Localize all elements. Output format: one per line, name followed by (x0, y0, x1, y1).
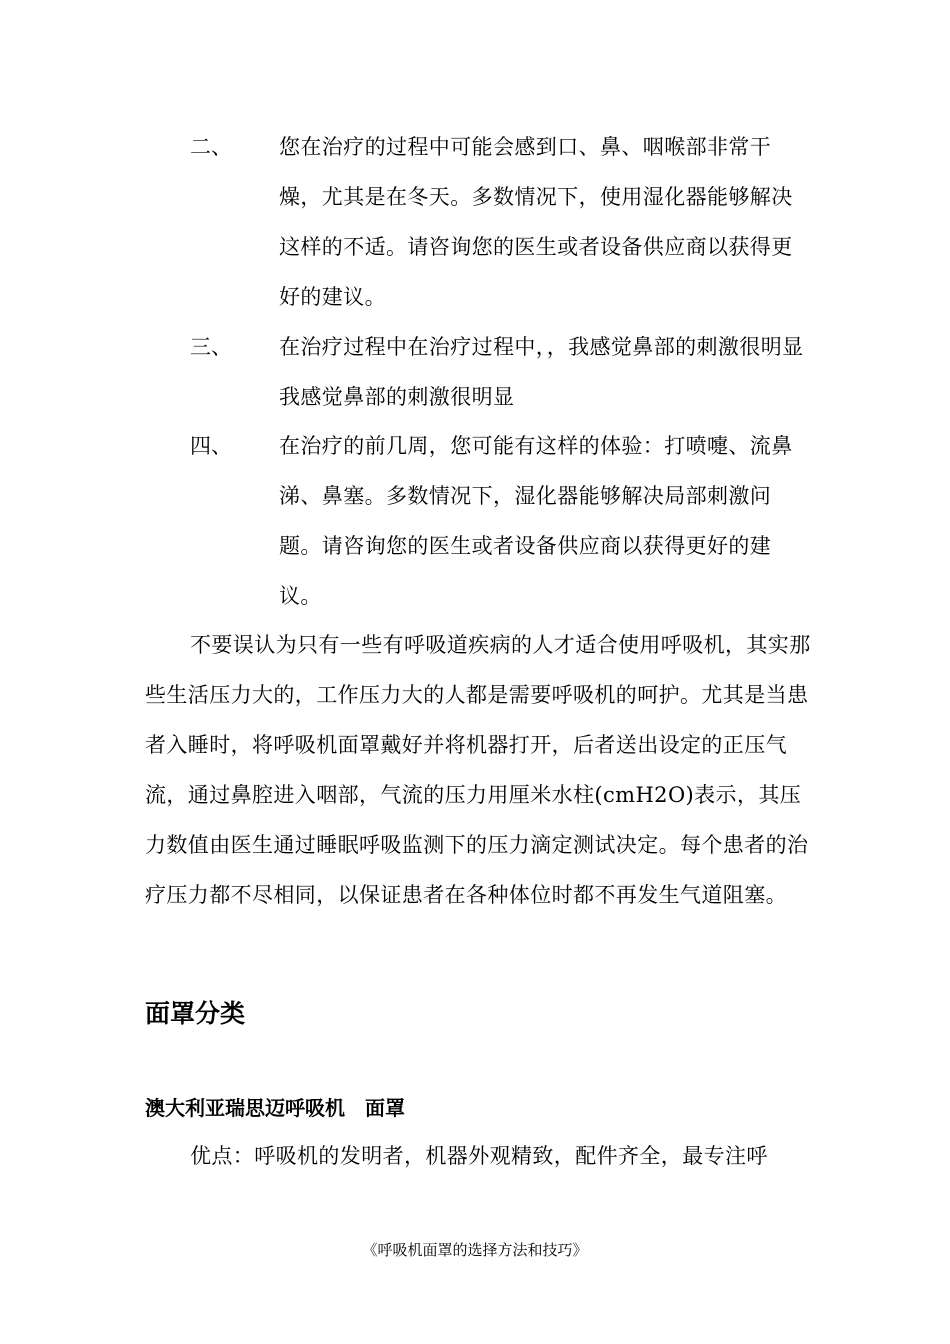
list-number: 二、 (190, 135, 232, 159)
list-number: 四、 (190, 434, 232, 458)
section-heading: 面罩分类 (145, 999, 246, 1028)
body-paragraph: 不要误认为只有一些有呼吸道疾病的人才适合使用呼吸机，其实那些生活压力大的，工作压力大的人都是需要呼吸机的呵护。尤其是当患者入睡时，将呼吸机面罩戴好并将机器打开，后者送出设定的正压气流，通过鼻腔进入咽部，气流的压力用厘米水柱(cmH2O)表示，其压力数值由医生通过睡眠呼吸监测下的压力滴定测试决定。每个患者的治疗压力都不尽相同，以保证患者在各种体位时都不再发生气道阻塞。 (145, 633, 811, 907)
list-number: 三、 (190, 335, 232, 359)
list-text: 您在治疗的过程中可能会感到口、鼻、咽喉部非常干燥，尤其是在冬天。多数情况下，使用湿化器能够解决这样的不适。请咨询您的医生或者设备供应商以获得更好的建议。 (279, 135, 793, 309)
subsection-heading: 澳大利亚瑞思迈呼吸机 面罩 (145, 1096, 405, 1120)
page-footer: 《呼吸机面罩的选择方法和技巧》 (362, 1241, 588, 1259)
list-text: 在治疗过程中在治疗过程中，，我感觉鼻部的刺激很明显我感觉鼻部的刺激很明显 (279, 335, 804, 409)
subsection-paragraph: 优点：呼吸机的发明者，机器外观精致，配件齐全，最专注呼 (190, 1144, 768, 1168)
list-text: 在治疗的前几周，您可能有这样的体验：打喷嚏、流鼻涕、鼻塞。多数情况下，湿化器能够解决局部刺激问题。请咨询您的医生或者设备供应商以获得更好的建议。 (279, 434, 793, 608)
